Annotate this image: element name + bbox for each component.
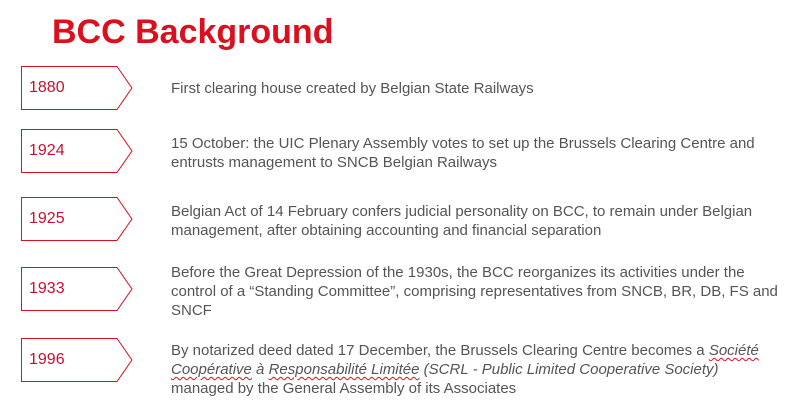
year-label: 1933 xyxy=(29,280,65,297)
year-chevron xyxy=(21,338,133,382)
year-chevron xyxy=(21,197,133,241)
entry-description: 15 October: the UIC Plenary Assembly votes to set up the Brussels Clearing Centre and entrusts management to SNCB Belgian Railways xyxy=(171,135,755,171)
entry-description: Belgian Act of 14 February confers judicial personality on BCC, to remain under Belgian management, after obtaining accounting and financial separation xyxy=(171,203,753,239)
entry-italic-translation: (SCRL - Public Limited Cooperative Society) xyxy=(419,361,719,378)
entry-italic-term: Responsabilité Limitée xyxy=(268,361,420,378)
year-label: 1924 xyxy=(29,142,65,159)
year-label: 1996 xyxy=(29,351,65,368)
entry-italic-connector: à xyxy=(251,361,269,378)
entry-description: Before the Great Depression of the 1930s, the BCC reorganizes its activities under the control of a “Standing Committee”, comprising representatives from SNCB, BR, DB, FS and SNCF xyxy=(171,264,778,319)
entry-text-segment: By notarized deed dated 17 December, the Brussels Clearing Centre becomes a xyxy=(171,342,709,359)
year-chevron xyxy=(21,66,133,110)
entry-description: First clearing house created by Belgian State Railways xyxy=(171,80,534,97)
year-label: 1880 xyxy=(29,79,65,96)
year-chevron xyxy=(21,129,133,173)
entry-italic-term: Société Coopérative xyxy=(171,342,759,378)
entry-description xyxy=(171,341,783,398)
page-title: BCC Background xyxy=(52,13,334,51)
year-chevron xyxy=(21,267,133,311)
year-label: 1925 xyxy=(29,210,65,227)
entry-text-segment: managed by the General Assembly of its Associates xyxy=(171,380,517,397)
